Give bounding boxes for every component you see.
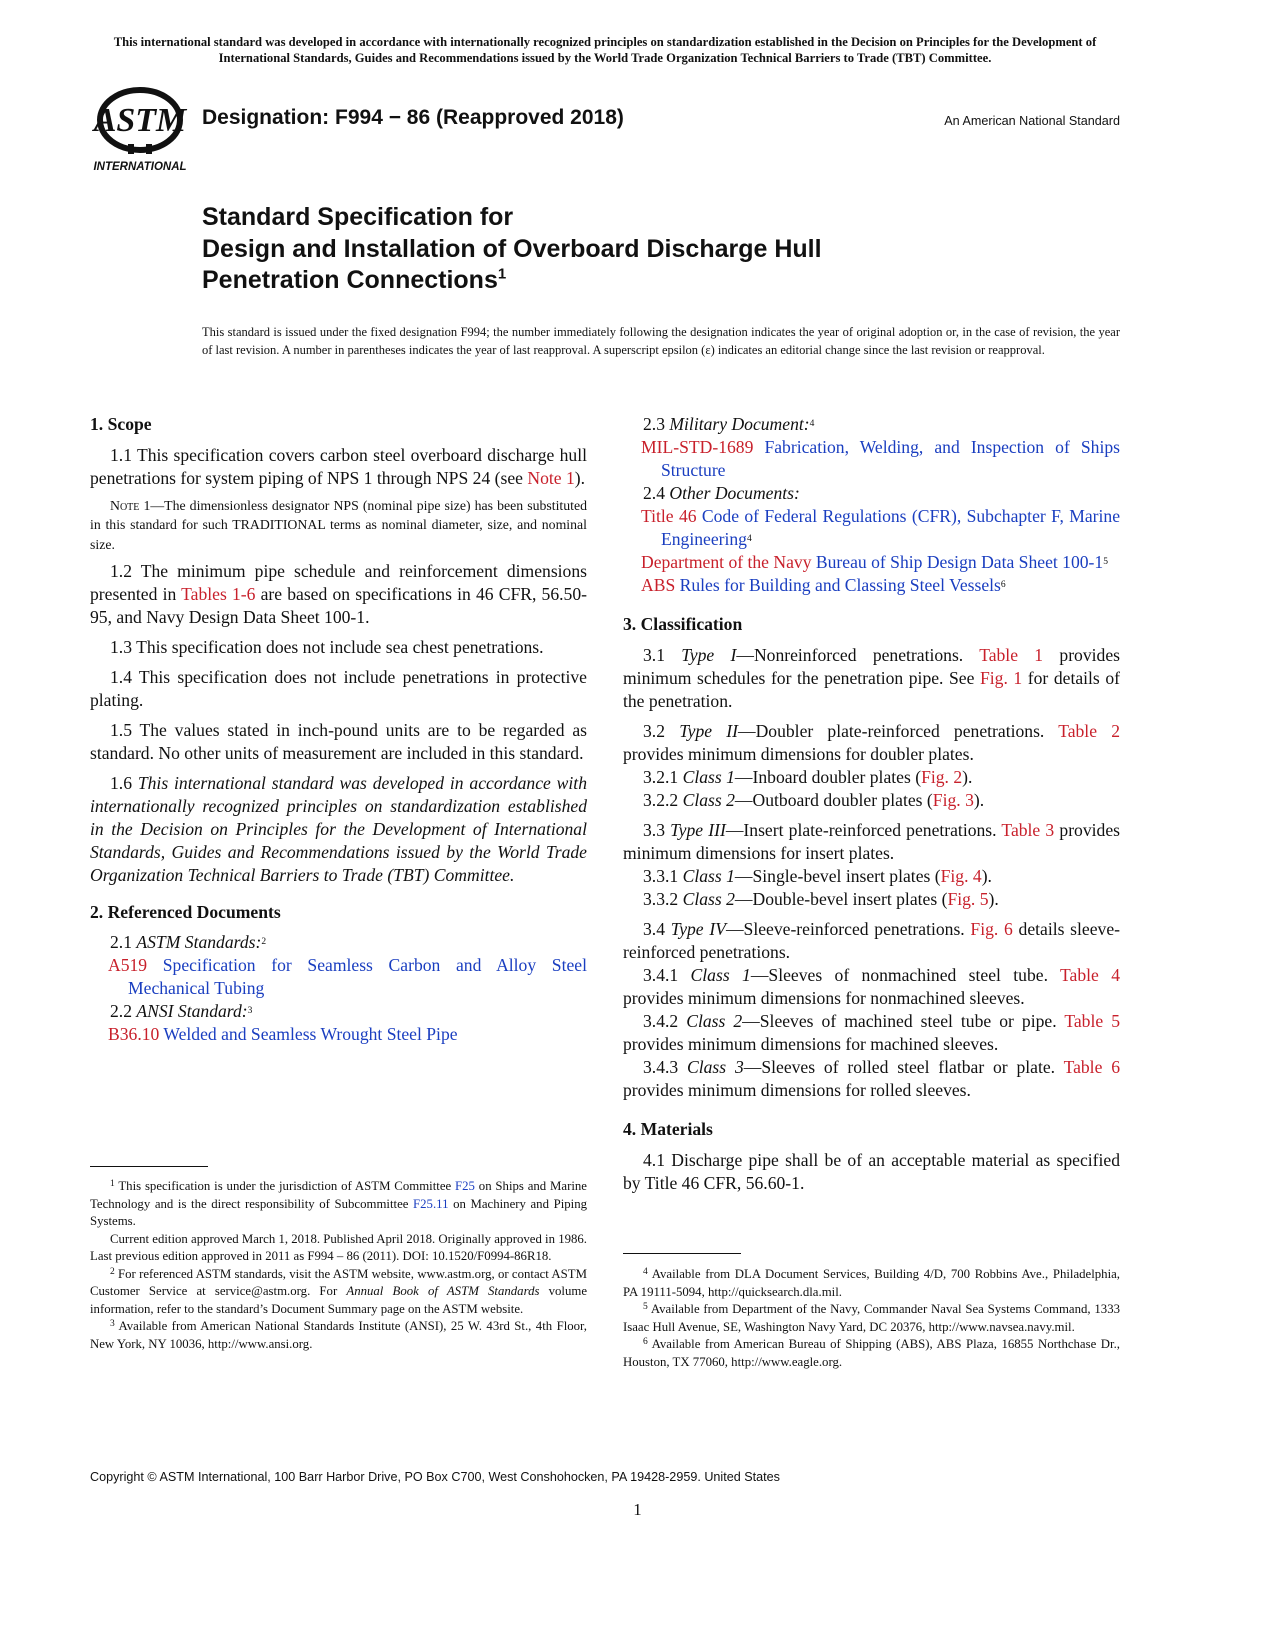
document-title (202, 202, 822, 297)
fig-2-link[interactable]: Fig. 2 (921, 767, 963, 787)
table-5-link[interactable]: Table 5 (1064, 1011, 1120, 1031)
fig-6-link[interactable]: Fig. 6 (970, 919, 1013, 939)
para-1-4: 1.4 This specification does not include penetrations in protective plating. (90, 666, 587, 710)
table-4-link[interactable]: Table 4 (1060, 965, 1120, 985)
para-3-4-3: 3.4.3 Class 3—Sleeves of rolled steel flatbar or plate. Table 6 provides minimum dimensions for rolled sleeves. (623, 1057, 1120, 1100)
abs-title-link[interactable]: Rules for Building and Classing Steel Vessels (675, 575, 1001, 595)
page-number: 1 (633, 1500, 642, 1519)
para-3-4: 3.4 Type IV—Sleeve-reinforced penetrations. Fig. 6 details sleeve-reinforced penetrations. (623, 919, 1121, 962)
para-4-1: 4.1 Discharge pipe shall be of an acceptable material as specified by Title 46 CFR, 56.60-1. (623, 1150, 1120, 1193)
title46-title-link[interactable]: Code of Federal Regulations (CFR), Subchapter F, Marine Engineering (661, 506, 1121, 549)
ref-title46: Title 46 Code of Federal Regulations (CFR), Subchapter F, Marine Engineering$^4$ (641, 506, 1121, 549)
para-1-5: 1.5 The values stated in inch-pound units are to be regarded as standard. No other units of measurement are included in this standard. (90, 719, 587, 763)
table-6-link[interactable]: Table 6 (1063, 1057, 1120, 1077)
footnote-3: $^3$ Available from American National Standards Institute (ANSI), 25 W. 43rd St., 4th Floor, New York, NY 10036, http://www.ansi.org. (90, 1319, 587, 1351)
para-3-4-1: 3.4.1 Class 1—Sleeves of nonmachined steel tube. Table 4 provides minimum dimensions for nonmachined sleeves. (623, 965, 1120, 1008)
scope-heading: 1. Scope (90, 414, 152, 434)
f2511-link[interactable]: F25.11 (413, 1196, 449, 1211)
title-footnote-mark: 1 (497, 265, 507, 283)
right-column (623, 413, 1120, 1195)
para-3-2-2: 3.2.2 Class 2—Outboard doubler plates (Fig. 3). (643, 790, 985, 810)
copyright-footer: Copyright © ASTM International, 100 Barr Harbor Drive, PO Box C700, West Conshohocken, PA 19428-2959. United States (90, 1470, 780, 1484)
table-2-link[interactable]: Table 2 (1058, 721, 1120, 741)
ref-b36 (90, 1023, 587, 1046)
footnote-5: $^5$ Available from Department of the Navy, Commander Naval Sea Systems Command, 1333 Isaac Hull Avenue, SE, Washington Navy Yard, DC 20376, http://www.navsea.navy.mil. (623, 1302, 1120, 1334)
b36-title-link[interactable]: Welded and Seamless Wrought Steel Pipe (159, 1023, 458, 1044)
designation: Designation: F994 − 86 (Reapproved 2018) (202, 106, 624, 129)
footnote-6: $^6$ Available from American Bureau of Shipping (ABS), ABS Plaza, 16855 Northchase Dr., Houston, TX 77060, http://www.eagle.org. (623, 1337, 1120, 1369)
para-3-1: 3.1 Type I—Nonreinforced penetrations. Table 1 provides minimum schedules for the penetration pipe. See Fig. 1 for details of the penetration. (623, 645, 1120, 711)
para-1-1: 1.1 This specification covers carbon steel overboard discharge hull penetrations for system piping of NPS 1 through NPS 24 (see Note 1). (90, 445, 587, 488)
footnote-4: $^4$ Available from DLA Document Services, Building 4/D, 700 Robbins Ave., Philadelphia, PA 19111-5094, http://quicksearch.dla.mil. (623, 1267, 1120, 1299)
ref-2-1: 2.1 ASTM Standards:$^2$ (110, 931, 267, 952)
para-3-3: 3.3 Type III—Insert plate-reinforced penetrations. Table 3 provides minimum dimensions for insert plates. (623, 820, 1120, 863)
footnote-rule-left (90, 1166, 208, 1167)
para-3-3-2: 3.3.2 Class 2—Double-bevel insert plates (Fig. 5). (643, 889, 999, 909)
materials-heading: 4. Materials (623, 1119, 713, 1139)
ref-navy: Department of the Navy Bureau of Ship Design Data Sheet 100-1$^5$ (641, 552, 1108, 572)
title46-link[interactable]: Title 46 (641, 506, 697, 526)
mil-std-title-link[interactable]: Fabrication, Welding, and Inspection of Ships Structure (661, 437, 1120, 480)
left-column (90, 413, 587, 1046)
para-1-2: 1.2 The minimum pipe schedule and reinforcement dimensions presented in Tables 1-6 are based on specifications in 46 CFR, 56.50-95, and Navy Design Data Sheet 100-1. (90, 560, 587, 627)
title-line-3: Penetration Connections (202, 266, 498, 294)
ref-abs: ABS Rules for Building and Classing Steel Vessels$^6$ (641, 575, 1006, 595)
title-line-2: Design and Installation of Overboard Discharge Hull (202, 234, 822, 263)
logo-lettering: INTERNATIONAL (93, 161, 187, 172)
mil-std-link[interactable]: MIL-STD-1689 (641, 437, 754, 457)
refs-heading: 2. Referenced Documents (90, 901, 281, 922)
para-3-2: 3.2 Type II—Doubler plate-reinforced penetrations. Table 2 provides minimum dimensions for doubler plates. (623, 721, 1120, 764)
para-3-2-1: 3.2.1 Class 1—Inboard doubler plates (Fig. 2). (643, 767, 973, 787)
para-3-3-1: 3.3.1 Class 1—Single-bevel insert plates (Fig. 4). (643, 866, 992, 886)
footnote-2: $^2$ For referenced ASTM standards, visit the ASTM website, www.astm.org, or contact ASTM Customer Service at service@astm.org. For Annual Book of ASTM Standards volume information, refer to the standard’s Document Summary page on the ASTM website. (90, 1266, 588, 1316)
ref-mil (623, 436, 1120, 482)
para-1-3: 1.3 This specification does not include sea chest penetrations. (110, 636, 544, 657)
fig-1-link[interactable]: Fig. 1 (979, 668, 1023, 688)
american-national-standard: An American National Standard (944, 114, 1120, 128)
footnote-1: $^1$ This specification is under the jurisdiction of ASTM Committee F25 on Ships and Marine Technology and is the direct responsibility of Subcommittee F25.11 on Machinery and Piping Systems. (90, 1179, 587, 1228)
note-1-link[interactable]: Note 1 (527, 468, 575, 488)
footnote-rule-right (623, 1253, 741, 1254)
ref-a519 (90, 954, 587, 1000)
classification-heading: 3. Classification (623, 614, 743, 634)
title-line-1: Standard Specification for (202, 203, 514, 231)
footnotes-left (90, 1178, 587, 1353)
b36-link[interactable]: B36.10 (108, 1023, 160, 1044)
footnote-1-current: Current edition approved March 1, 2018. Published April 2018. Originally approved in 1986. Last previous edition approved in 2011 as F994 – 86 (2011). DOI: 10.1520/F0994-86R18. (90, 1231, 587, 1263)
tbt-notice: This international standard was developed in accordance with internationally recognized principles on standardization established in the Decision on Principles for the Development of International Standards, Guides and Recommendations issued by the World Trade Organization Technical Barriers to Trade (TBT) Committee. (113, 35, 1097, 65)
table-3-link[interactable]: Table 3 (1001, 820, 1055, 840)
para-3-4-2: 3.4.2 Class 2—Sleeves of machined steel tube or pipe. Table 5 provides minimum dimensions for machined sleeves. (623, 1011, 1120, 1054)
ref-2-4: 2.4 Other Documents: (643, 483, 800, 503)
abs-link[interactable]: ABS (641, 575, 676, 595)
ref-2-3: 2.3 Military Document:$^4$ (643, 414, 815, 434)
note-1: Note 1—The dimensionless designator NPS (nominal pipe size) has been substituted in this standard for such TRADITIONAL terms as nominal diameter, size, and nominal size. (90, 498, 588, 552)
para-1-6: 1.6 This international standard was developed in accordance with internationally recognized principles on standardization established in the Decision on Principles for the Development of International Standards, Guides and Recommendations issued by the World Trade Organization Technical Barriers to Trade (TBT) Committee. (90, 772, 587, 885)
svg-text:ASTM: ASTM (93, 102, 187, 139)
issued-note: This standard is issued under the fixed designation F994; the number immediately following the designation indicates the year of original adoption or, in the case of revision, the year of last revision. A number in parentheses indicates the year of last reapproval. A superscript epsilon (ε) indicates an editorial change since the last revision or reapproval. (202, 325, 1120, 357)
fig-5-link[interactable]: Fig. 5 (947, 889, 989, 909)
table-1-link[interactable]: Table 1 (979, 645, 1044, 665)
a519-title-link[interactable]: Specification for Seamless Carbon and Alloy Steel Mechanical Tubing (128, 954, 587, 998)
tables-link[interactable]: Tables 1-6 (181, 583, 256, 604)
navy-link[interactable]: Department of the Navy (641, 552, 812, 572)
a519-link[interactable]: A519 (108, 954, 148, 975)
footnotes-right (623, 1266, 1120, 1371)
fig-4-link[interactable]: Fig. 4 (940, 866, 982, 886)
astm-logo (92, 86, 192, 172)
navy-title-link[interactable]: Bureau of Ship Design Data Sheet 100-1 (811, 552, 1104, 572)
f25-link[interactable]: F25 (455, 1179, 475, 1193)
ref-2-2: 2.2 ANSI Standard:$^3$ (110, 1000, 253, 1021)
fig-3-link[interactable]: Fig. 3 (932, 790, 974, 810)
